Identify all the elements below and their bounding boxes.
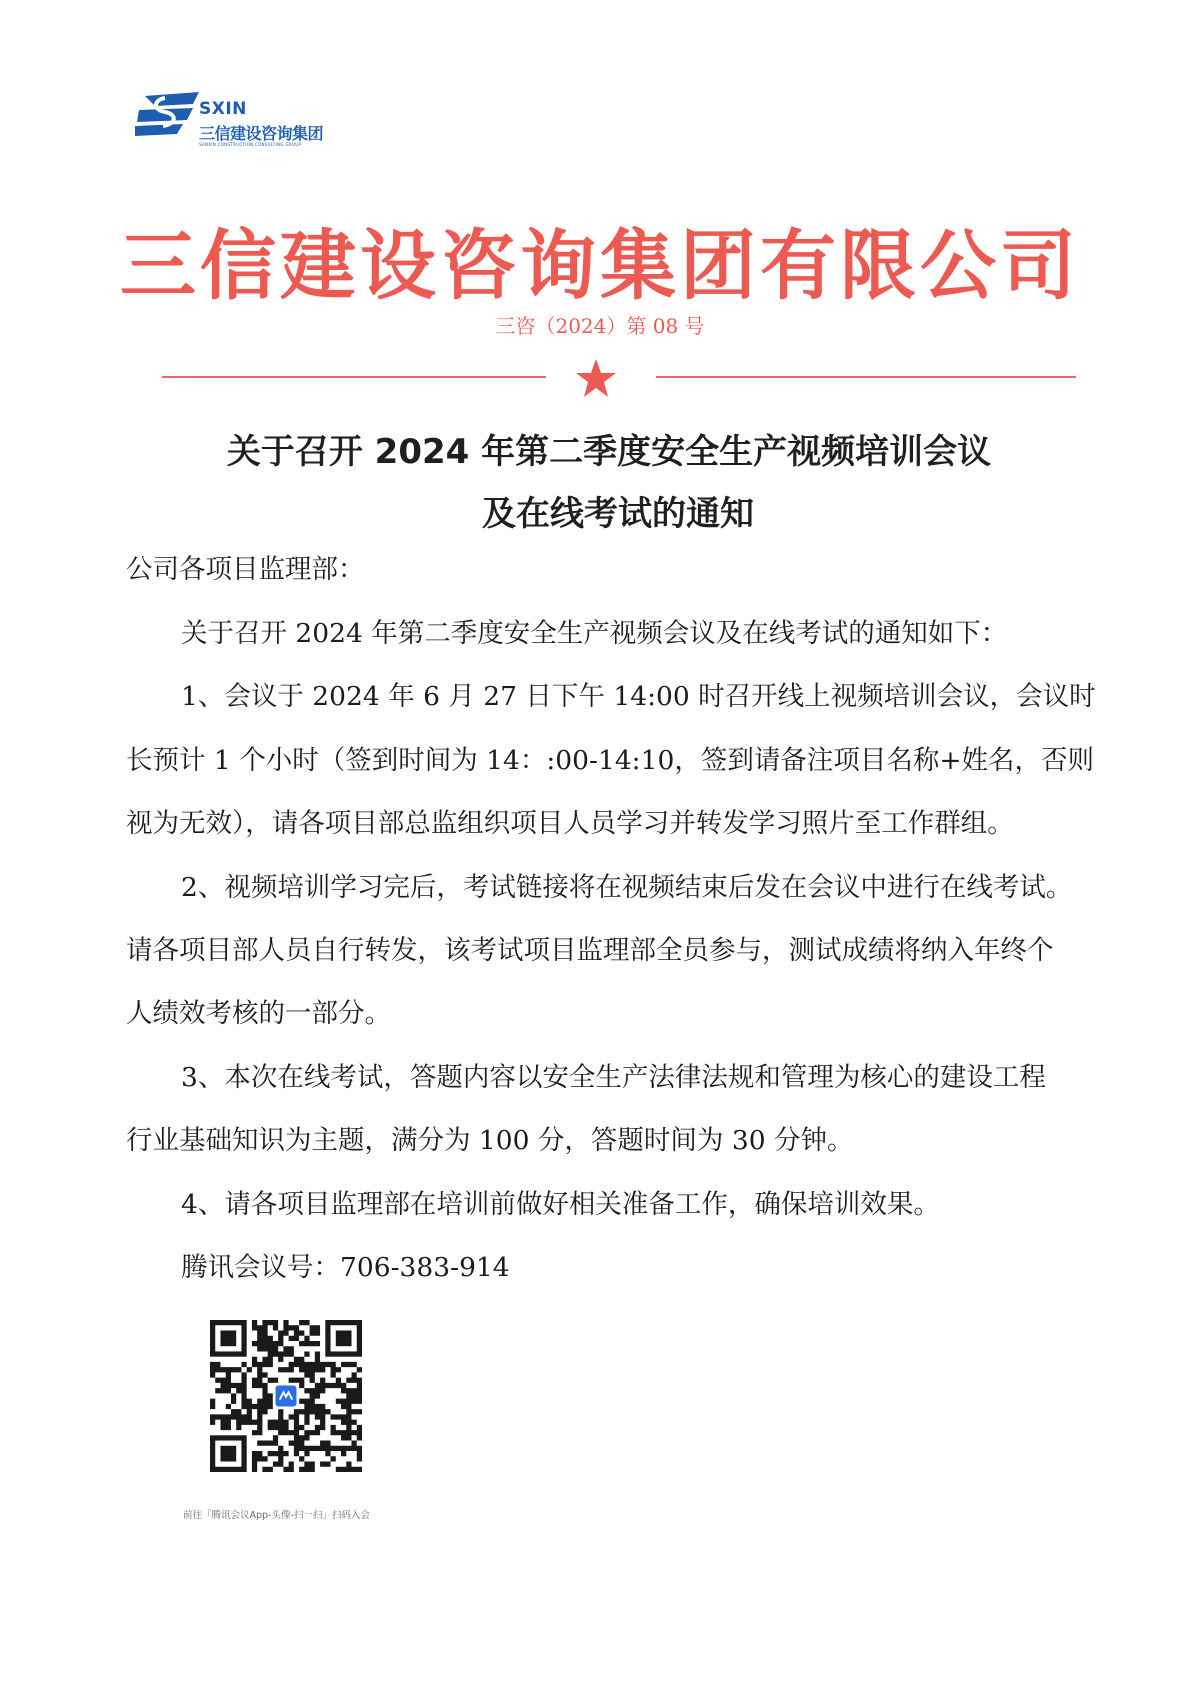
item-2-line-3: 人绩效考核的一部分。 xyxy=(126,998,391,1029)
item-4: 4、请各项目监理部在培训前做好相关准备工作，确保培训效果。 xyxy=(181,1189,940,1220)
qr-finder-pattern xyxy=(210,1320,247,1357)
item-2-line-1: 2、视频培训学习完后，考试链接将在视频结束后发在会议中进行在线考试。 xyxy=(181,872,1073,903)
meeting-qr-code[interactable] xyxy=(210,1320,362,1472)
item-1-line-2: 长预计 1 个小时（签到时间为 14：:00-14:10，签到请备注项目名称+姓名，否则 xyxy=(126,745,1095,776)
document-title-line-2: 及在线考试的通知 xyxy=(482,494,754,534)
logo-mark-text: SXIN xyxy=(199,99,247,119)
header-rule-left xyxy=(162,376,546,378)
organization-name: 三信建设咨询集团有限公司 xyxy=(120,221,1080,310)
item-3-line-1: 3、本次在线考试，答题内容以安全生产法律法规和管理为核心的建设工程 xyxy=(181,1062,1046,1093)
meeting-id: 腾讯会议号：706-383-914 xyxy=(181,1252,510,1283)
qr-finder-pattern xyxy=(210,1435,247,1472)
logo-emblem xyxy=(135,88,205,138)
logo-chinese-text: 三信建设咨询集团 xyxy=(199,124,324,143)
item-2-line-2: 请各项目部人员自行转发，该考试项目监理部全员参与，测试成绩将纳入年终个 xyxy=(126,935,1054,966)
qr-caption: 前往「腾讯会议App-头像-扫一扫」扫码入会 xyxy=(183,1510,370,1521)
red-star-icon xyxy=(575,358,617,398)
intro-paragraph: 关于召开 2024 年第二季度安全生产视频会议及在线考试的通知如下： xyxy=(181,618,1008,649)
item-1-line-3: 视为无效），请各项目部总监组织项目人员学习并转发学习照片至工作群组。 xyxy=(126,808,1014,839)
qr-finder-pattern xyxy=(325,1320,362,1357)
item-3-line-2: 行业基础知识为主题，满分为 100 分，答题时间为 30 分钟。 xyxy=(126,1125,854,1156)
logo-english-text: SANXIN CONSTRUCTION CONSULTING GROUP xyxy=(199,142,302,147)
header-rule-right xyxy=(656,376,1076,378)
salutation: 公司各项目监理部： xyxy=(126,554,365,585)
company-logo xyxy=(135,88,335,148)
item-1-line-1: 1、会议于 2024 年 6 月 27 日下午 14:00 时召开线上视频培训会议，会议时 xyxy=(181,681,1096,712)
document-title-line-1: 关于召开 2024 年第二季度安全生产视频培训会议 xyxy=(226,432,992,472)
document-number: 三咨（2024）第 08 号 xyxy=(495,314,705,338)
